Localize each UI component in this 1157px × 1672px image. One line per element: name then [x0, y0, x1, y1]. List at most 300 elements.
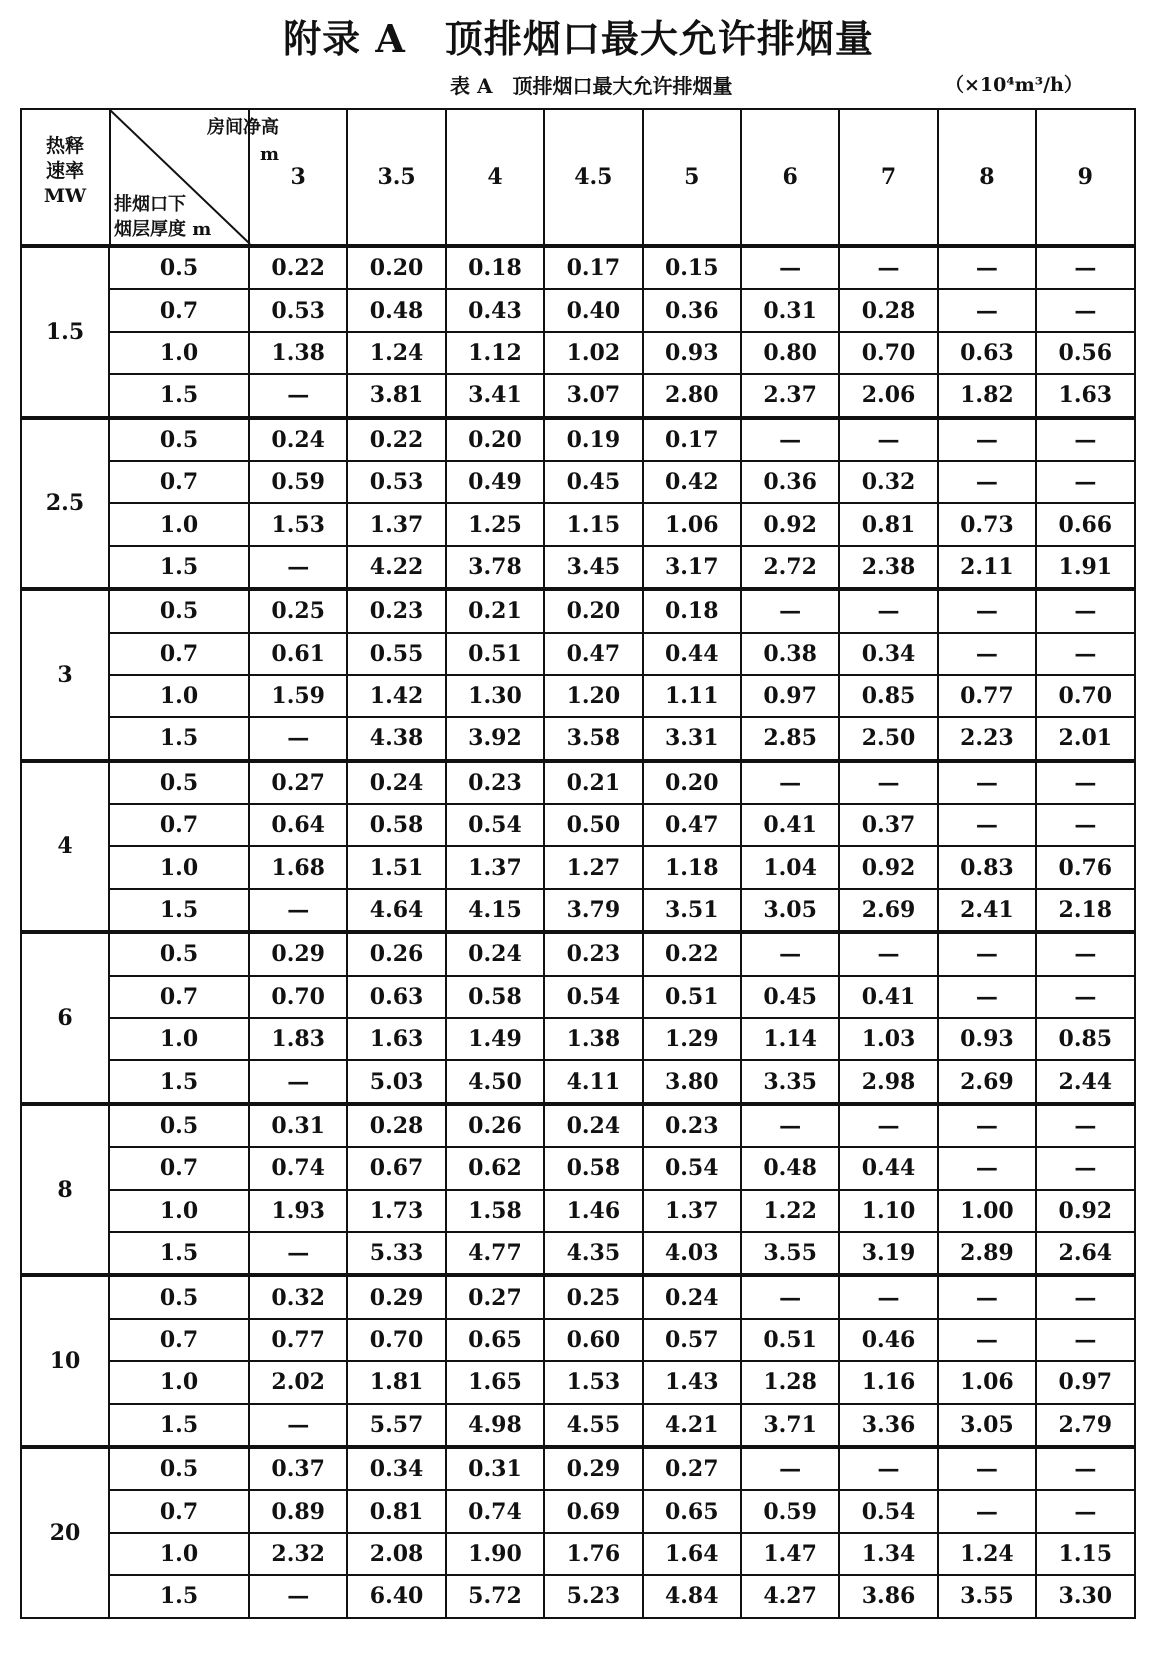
exhaust-value-cell: 1.83	[249, 1018, 347, 1060]
smoke-layer-thickness-cell: 1.5	[109, 889, 249, 932]
exhaust-value-cell: 1.43	[643, 1361, 741, 1403]
exhaust-value-cell: —	[249, 374, 347, 417]
smoke-layer-thickness-cell: 0.7	[109, 633, 249, 675]
exhaust-value-cell: 0.29	[249, 932, 347, 975]
height-header: 6	[741, 109, 839, 246]
exhaust-value-cell: 0.23	[643, 1104, 741, 1147]
exhaust-value-cell: 3.78	[446, 546, 544, 589]
exhaust-value-cell: 0.54	[643, 1147, 741, 1189]
exhaust-value-cell: 2.44	[1036, 1060, 1134, 1103]
exhaust-value-cell: 6.40	[347, 1575, 445, 1617]
exhaust-value-cell: 1.38	[544, 1018, 642, 1060]
exhaust-value-cell: 4.38	[347, 717, 445, 760]
exhaust-value-cell: —	[741, 589, 839, 632]
height-header: 7	[839, 109, 937, 246]
exhaust-value-cell: 0.70	[249, 976, 347, 1018]
exhaust-value-cell: 4.50	[446, 1060, 544, 1103]
exhaust-value-cell: 1.12	[446, 332, 544, 374]
exhaust-value-cell: —	[249, 889, 347, 932]
exhaust-value-cell: 0.48	[347, 289, 445, 331]
exhaust-value-cell: 2.41	[938, 889, 1036, 932]
exhaust-value-cell: —	[938, 976, 1036, 1018]
exhaust-value-cell: 1.20	[544, 675, 642, 717]
smoke-layer-thickness-cell: 0.7	[109, 804, 249, 846]
exhaust-value-cell: 2.79	[1036, 1404, 1134, 1447]
exhaust-value-cell: 1.42	[347, 675, 445, 717]
exhaust-value-cell: 1.93	[249, 1190, 347, 1232]
exhaust-value-cell: 1.49	[446, 1018, 544, 1060]
exhaust-value-cell: 0.24	[249, 418, 347, 461]
exhaust-value-cell: 0.36	[643, 289, 741, 331]
heat-release-rate-cell: 10	[21, 1275, 109, 1447]
exhaust-value-cell: 0.18	[643, 589, 741, 632]
height-header: 9	[1036, 109, 1134, 246]
smoke-layer-thickness-cell: 1.5	[109, 717, 249, 760]
exhaust-value-cell: —	[839, 1275, 937, 1318]
header-corner-cell	[21, 109, 279, 246]
exhaust-value-cell: 1.46	[544, 1190, 642, 1232]
exhaust-value-cell: 0.22	[347, 418, 445, 461]
smoke-layer-thickness-cell: 0.5	[109, 1447, 249, 1490]
table-row	[21, 289, 1135, 331]
table-row	[21, 761, 1135, 804]
exhaust-value-cell: 1.47	[741, 1533, 839, 1575]
exhaust-value-cell: 0.69	[544, 1490, 642, 1532]
exhaust-value-cell: 0.44	[643, 633, 741, 675]
exhaust-value-cell: —	[938, 589, 1036, 632]
exhaust-value-cell: 5.33	[347, 1232, 445, 1275]
exhaust-value-cell: 0.62	[446, 1147, 544, 1189]
exhaust-value-cell: 3.51	[643, 889, 741, 932]
exhaust-value-cell: —	[1036, 1447, 1134, 1490]
exhaust-value-cell: —	[741, 418, 839, 461]
exhaust-value-cell: 1.81	[347, 1361, 445, 1403]
exhaust-value-cell: 1.65	[446, 1361, 544, 1403]
exhaust-value-cell: —	[1036, 1147, 1134, 1189]
exhaust-value-cell: 1.64	[643, 1533, 741, 1575]
heat-release-rate-cell: 6	[21, 932, 109, 1104]
exhaust-value-cell: —	[1036, 932, 1134, 975]
exhaust-value-cell: 1.37	[446, 846, 544, 888]
smoke-layer-thickness-cell: 1.5	[109, 1404, 249, 1447]
exhaust-value-cell: 2.64	[1036, 1232, 1134, 1275]
exhaust-value-cell: 1.06	[938, 1361, 1036, 1403]
exhaust-value-cell: 0.24	[446, 932, 544, 975]
exhaust-value-cell: 2.23	[938, 717, 1036, 760]
exhaust-value-cell: 0.29	[347, 1275, 445, 1318]
exhaust-value-cell: 0.23	[347, 589, 445, 632]
table-row	[21, 1404, 1135, 1447]
exhaust-value-cell: 1.76	[544, 1533, 642, 1575]
exhaust-value-cell: 1.59	[249, 675, 347, 717]
exhaust-value-cell: 1.24	[938, 1533, 1036, 1575]
exhaust-value-cell: 0.25	[544, 1275, 642, 1318]
table-row	[21, 1147, 1135, 1189]
exhaust-value-cell: —	[249, 1232, 347, 1275]
exhaust-value-cell: 0.20	[643, 761, 741, 804]
exhaust-value-cell: —	[938, 461, 1036, 503]
heat-release-rate-cell: 1.5	[21, 246, 109, 418]
exhaust-value-cell: 0.77	[249, 1319, 347, 1361]
exhaust-value-cell: 2.69	[839, 889, 937, 932]
smoke-layer-thickness-cell: 1.0	[109, 675, 249, 717]
table-row	[21, 633, 1135, 675]
exhaust-value-cell: 1.16	[839, 1361, 937, 1403]
exhaust-value-cell: 0.61	[249, 633, 347, 675]
smoke-exhaust-table	[20, 108, 1136, 1619]
table-row	[21, 1018, 1135, 1060]
exhaust-value-cell: 0.22	[643, 932, 741, 975]
exhaust-value-cell: 1.25	[446, 503, 544, 545]
exhaust-value-cell: 0.36	[741, 461, 839, 503]
exhaust-value-cell: 1.34	[839, 1533, 937, 1575]
smoke-layer-thickness-cell: 1.5	[109, 1060, 249, 1103]
smoke-layer-thickness-cell: 1.0	[109, 846, 249, 888]
exhaust-value-cell: 0.80	[741, 332, 839, 374]
exhaust-value-cell: 2.37	[741, 374, 839, 417]
exhaust-value-cell: 1.37	[347, 503, 445, 545]
exhaust-value-cell: 3.81	[347, 374, 445, 417]
exhaust-value-cell: 2.38	[839, 546, 937, 589]
exhaust-value-cell: —	[1036, 1104, 1134, 1147]
exhaust-value-cell: 4.03	[643, 1232, 741, 1275]
exhaust-value-cell: 0.23	[544, 932, 642, 975]
exhaust-value-cell: 0.21	[544, 761, 642, 804]
table-row	[21, 1190, 1135, 1232]
exhaust-value-cell: 0.85	[1036, 1018, 1134, 1060]
exhaust-value-cell: 0.63	[938, 332, 1036, 374]
exhaust-value-cell: 1.68	[249, 846, 347, 888]
exhaust-value-cell: —	[938, 932, 1036, 975]
heat-release-rate-label: 热释 速率 MW	[43, 135, 87, 207]
table-row	[21, 675, 1135, 717]
exhaust-value-cell: —	[839, 246, 937, 289]
exhaust-value-cell: 1.03	[839, 1018, 937, 1060]
exhaust-value-cell: —	[741, 1275, 839, 1318]
exhaust-value-cell: 0.60	[544, 1319, 642, 1361]
smoke-layer-thickness-cell: 0.7	[109, 461, 249, 503]
heat-release-rate-cell: 2.5	[21, 418, 109, 590]
exhaust-value-cell: 0.37	[839, 804, 937, 846]
exhaust-value-cell: —	[1036, 289, 1134, 331]
exhaust-value-cell: 0.92	[839, 846, 937, 888]
exhaust-value-cell: 0.50	[544, 804, 642, 846]
exhaust-value-cell: 1.14	[741, 1018, 839, 1060]
exhaust-value-cell: 0.70	[839, 332, 937, 374]
exhaust-value-cell: 3.36	[839, 1404, 937, 1447]
exhaust-value-cell: 1.53	[544, 1361, 642, 1403]
exhaust-value-cell: 0.74	[249, 1147, 347, 1189]
exhaust-value-cell: —	[1036, 461, 1134, 503]
exhaust-value-cell: 0.70	[347, 1319, 445, 1361]
exhaust-value-cell: —	[249, 1404, 347, 1447]
exhaust-value-cell: —	[839, 1447, 937, 1490]
exhaust-value-cell: 0.32	[839, 461, 937, 503]
table-row	[21, 889, 1135, 932]
exhaust-value-cell: —	[741, 1104, 839, 1147]
height-header: 4	[446, 109, 544, 246]
exhaust-value-cell: 0.97	[741, 675, 839, 717]
exhaust-value-cell: —	[741, 246, 839, 289]
exhaust-value-cell: 4.98	[446, 1404, 544, 1447]
exhaust-value-cell: 4.15	[446, 889, 544, 932]
exhaust-value-cell: 0.56	[1036, 332, 1134, 374]
exhaust-value-cell: 3.55	[938, 1575, 1036, 1617]
exhaust-value-cell: —	[839, 761, 937, 804]
exhaust-value-cell: 4.21	[643, 1404, 741, 1447]
exhaust-value-cell: 0.77	[938, 675, 1036, 717]
table-row	[21, 1104, 1135, 1147]
exhaust-value-cell: 1.22	[741, 1190, 839, 1232]
exhaust-value-cell: —	[938, 289, 1036, 331]
table-row	[21, 1447, 1135, 1490]
table-row	[21, 1232, 1135, 1275]
exhaust-value-cell: 0.42	[643, 461, 741, 503]
exhaust-value-cell: 5.03	[347, 1060, 445, 1103]
smoke-layer-thickness-cell: 0.7	[109, 1490, 249, 1532]
exhaust-value-cell: 0.15	[643, 246, 741, 289]
exhaust-value-cell: 4.11	[544, 1060, 642, 1103]
exhaust-value-cell: 0.54	[446, 804, 544, 846]
exhaust-value-cell: 1.29	[643, 1018, 741, 1060]
smoke-layer-thickness-cell: 0.5	[109, 246, 249, 289]
exhaust-value-cell: 0.34	[839, 633, 937, 675]
exhaust-value-cell: 5.23	[544, 1575, 642, 1617]
heat-release-rate-cell: 4	[21, 761, 109, 933]
exhaust-value-cell: 3.58	[544, 717, 642, 760]
exhaust-value-cell: —	[938, 1275, 1036, 1318]
exhaust-value-cell: 1.58	[446, 1190, 544, 1232]
exhaust-value-cell: 0.73	[938, 503, 1036, 545]
exhaust-value-cell: 0.41	[741, 804, 839, 846]
exhaust-value-cell: 0.59	[249, 461, 347, 503]
exhaust-value-cell: 0.24	[544, 1104, 642, 1147]
exhaust-value-cell: 2.11	[938, 546, 1036, 589]
exhaust-value-cell: —	[938, 246, 1036, 289]
table-row	[21, 1319, 1135, 1361]
exhaust-value-cell: 0.21	[446, 589, 544, 632]
exhaust-value-cell: 5.72	[446, 1575, 544, 1617]
table-row	[21, 1275, 1135, 1318]
exhaust-value-cell: 0.34	[347, 1447, 445, 1490]
exhaust-value-cell: 0.45	[741, 976, 839, 1018]
exhaust-value-cell: 0.59	[741, 1490, 839, 1532]
smoke-layer-thickness-cell: 1.5	[109, 1232, 249, 1275]
exhaust-value-cell: 2.85	[741, 717, 839, 760]
table-row	[21, 846, 1135, 888]
height-header: 5	[643, 109, 741, 246]
smoke-layer-thickness-cell: 0.5	[109, 1104, 249, 1147]
exhaust-value-cell: 0.37	[249, 1447, 347, 1490]
exhaust-value-cell: 0.92	[1036, 1190, 1134, 1232]
exhaust-value-cell: 0.92	[741, 503, 839, 545]
exhaust-value-cell: 4.35	[544, 1232, 642, 1275]
exhaust-value-cell: 3.17	[643, 546, 741, 589]
exhaust-value-cell: —	[938, 1319, 1036, 1361]
exhaust-value-cell: 3.07	[544, 374, 642, 417]
exhaust-value-cell: 2.18	[1036, 889, 1134, 932]
exhaust-value-cell: 0.31	[446, 1447, 544, 1490]
exhaust-value-cell: 0.27	[249, 761, 347, 804]
exhaust-value-cell: 0.49	[446, 461, 544, 503]
exhaust-value-cell: 0.47	[544, 633, 642, 675]
exhaust-value-cell: —	[249, 1060, 347, 1103]
exhaust-value-cell: 0.97	[1036, 1361, 1134, 1403]
table-row	[21, 804, 1135, 846]
table-row	[21, 589, 1135, 632]
exhaust-value-cell: 2.50	[839, 717, 937, 760]
exhaust-value-cell: 5.57	[347, 1404, 445, 1447]
table-row	[21, 717, 1135, 760]
height-header: 8	[938, 109, 1036, 246]
exhaust-value-cell: 0.29	[544, 1447, 642, 1490]
table-row	[21, 332, 1135, 374]
unit-label: （×10⁴m³/h）	[945, 74, 1083, 96]
exhaust-value-cell: 1.15	[1036, 1533, 1134, 1575]
exhaust-value-cell: 0.31	[249, 1104, 347, 1147]
table-row	[21, 374, 1135, 417]
smoke-layer-thickness-cell: 0.7	[109, 1147, 249, 1189]
exhaust-value-cell: 1.38	[249, 332, 347, 374]
exhaust-value-cell: 1.28	[741, 1361, 839, 1403]
exhaust-value-cell: 1.51	[347, 846, 445, 888]
smoke-layer-thickness-cell: 1.0	[109, 1361, 249, 1403]
exhaust-value-cell: 1.27	[544, 846, 642, 888]
exhaust-value-cell: 4.55	[544, 1404, 642, 1447]
exhaust-value-cell: 0.44	[839, 1147, 937, 1189]
smoke-layer-thickness-cell: 1.5	[109, 1575, 249, 1617]
exhaust-value-cell: 0.28	[839, 289, 937, 331]
exhaust-value-cell: 3.86	[839, 1575, 937, 1617]
exhaust-value-cell: 2.98	[839, 1060, 937, 1103]
exhaust-value-cell: 1.90	[446, 1533, 544, 1575]
exhaust-value-cell: 0.18	[446, 246, 544, 289]
table-row	[21, 1060, 1135, 1103]
smoke-layer-thickness-cell: 0.5	[109, 418, 249, 461]
exhaust-value-cell: 0.83	[938, 846, 1036, 888]
exhaust-value-cell: —	[938, 1490, 1036, 1532]
exhaust-value-cell: 0.46	[839, 1319, 937, 1361]
exhaust-value-cell: 0.55	[347, 633, 445, 675]
table-row	[21, 461, 1135, 503]
exhaust-value-cell: 1.30	[446, 675, 544, 717]
header-row	[21, 109, 1135, 246]
exhaust-value-cell: —	[839, 589, 937, 632]
exhaust-value-cell: 3.05	[938, 1404, 1036, 1447]
exhaust-value-cell: 2.89	[938, 1232, 1036, 1275]
exhaust-value-cell: 0.31	[741, 289, 839, 331]
exhaust-value-cell: 0.54	[544, 976, 642, 1018]
exhaust-value-cell: 2.06	[839, 374, 937, 417]
exhaust-value-cell: —	[1036, 633, 1134, 675]
exhaust-value-cell: —	[1036, 761, 1134, 804]
table-row	[21, 1533, 1135, 1575]
smoke-layer-thickness-cell: 0.5	[109, 589, 249, 632]
exhaust-value-cell: —	[741, 761, 839, 804]
smoke-layer-thickness-cell: 0.7	[109, 1319, 249, 1361]
exhaust-value-cell: —	[249, 717, 347, 760]
exhaust-value-cell: 1.02	[544, 332, 642, 374]
exhaust-value-cell: 3.80	[643, 1060, 741, 1103]
exhaust-value-cell: 2.69	[938, 1060, 1036, 1103]
exhaust-value-cell: 0.74	[446, 1490, 544, 1532]
height-header: 3	[249, 109, 347, 246]
exhaust-value-cell: —	[1036, 418, 1134, 461]
exhaust-value-cell: 0.17	[544, 246, 642, 289]
exhaust-value-cell: 4.64	[347, 889, 445, 932]
exhaust-value-cell: 0.43	[446, 289, 544, 331]
heat-release-rate-cell: 20	[21, 1447, 109, 1618]
exhaust-value-cell: 0.27	[446, 1275, 544, 1318]
exhaust-value-cell: 0.20	[347, 246, 445, 289]
exhaust-value-cell: —	[938, 1447, 1036, 1490]
exhaust-value-cell: 3.71	[741, 1404, 839, 1447]
exhaust-value-cell: 2.08	[347, 1533, 445, 1575]
smoke-layer-thickness-cell: 1.0	[109, 1018, 249, 1060]
table-row	[21, 932, 1135, 975]
exhaust-value-cell: —	[938, 1104, 1036, 1147]
exhaust-value-cell: 1.04	[741, 846, 839, 888]
exhaust-value-cell: 0.24	[347, 761, 445, 804]
exhaust-value-cell: —	[249, 1575, 347, 1617]
exhaust-value-cell: 1.91	[1036, 546, 1134, 589]
exhaust-value-cell: 4.84	[643, 1575, 741, 1617]
exhaust-value-cell: 1.06	[643, 503, 741, 545]
exhaust-value-cell: 0.51	[643, 976, 741, 1018]
exhaust-value-cell: —	[249, 546, 347, 589]
exhaust-value-cell: 3.19	[839, 1232, 937, 1275]
exhaust-value-cell: 0.89	[249, 1490, 347, 1532]
exhaust-value-cell: 2.01	[1036, 717, 1134, 760]
exhaust-value-cell: 1.15	[544, 503, 642, 545]
smoke-layer-thickness-cell: 0.5	[109, 932, 249, 975]
exhaust-value-cell: 2.02	[249, 1361, 347, 1403]
exhaust-value-cell: 0.76	[1036, 846, 1134, 888]
exhaust-value-cell: 0.81	[839, 503, 937, 545]
exhaust-value-cell: 4.77	[446, 1232, 544, 1275]
table-row	[21, 1361, 1135, 1403]
exhaust-value-cell: 2.32	[249, 1533, 347, 1575]
exhaust-value-cell: —	[938, 418, 1036, 461]
smoke-layer-thickness-cell: 0.5	[109, 1275, 249, 1318]
exhaust-value-cell: 3.92	[446, 717, 544, 760]
exhaust-value-cell: 0.67	[347, 1147, 445, 1189]
exhaust-value-cell: —	[938, 633, 1036, 675]
exhaust-value-cell: 0.41	[839, 976, 937, 1018]
exhaust-value-cell: —	[1036, 804, 1134, 846]
exhaust-value-cell: 1.00	[938, 1190, 1036, 1232]
exhaust-value-cell: 3.45	[544, 546, 642, 589]
exhaust-value-cell: 3.35	[741, 1060, 839, 1103]
exhaust-value-cell: 0.48	[741, 1147, 839, 1189]
exhaust-value-cell: 0.57	[643, 1319, 741, 1361]
exhaust-value-cell: 0.22	[249, 246, 347, 289]
exhaust-value-cell: —	[1036, 246, 1134, 289]
exhaust-value-cell: 0.53	[347, 461, 445, 503]
exhaust-value-cell: —	[1036, 1275, 1134, 1318]
exhaust-value-cell: 0.85	[839, 675, 937, 717]
exhaust-value-cell: 0.93	[938, 1018, 1036, 1060]
exhaust-value-cell: 3.05	[741, 889, 839, 932]
smoke-layer-thickness-cell: 1.5	[109, 546, 249, 589]
exhaust-value-cell: 1.82	[938, 374, 1036, 417]
smoke-layer-thickness-cell: 1.0	[109, 503, 249, 545]
exhaust-value-cell: 0.27	[643, 1447, 741, 1490]
room-height-label: 房间净高 m	[207, 117, 279, 165]
exhaust-value-cell: 1.11	[643, 675, 741, 717]
exhaust-value-cell: —	[1036, 589, 1134, 632]
smoke-layer-thickness-cell: 1.0	[109, 332, 249, 374]
